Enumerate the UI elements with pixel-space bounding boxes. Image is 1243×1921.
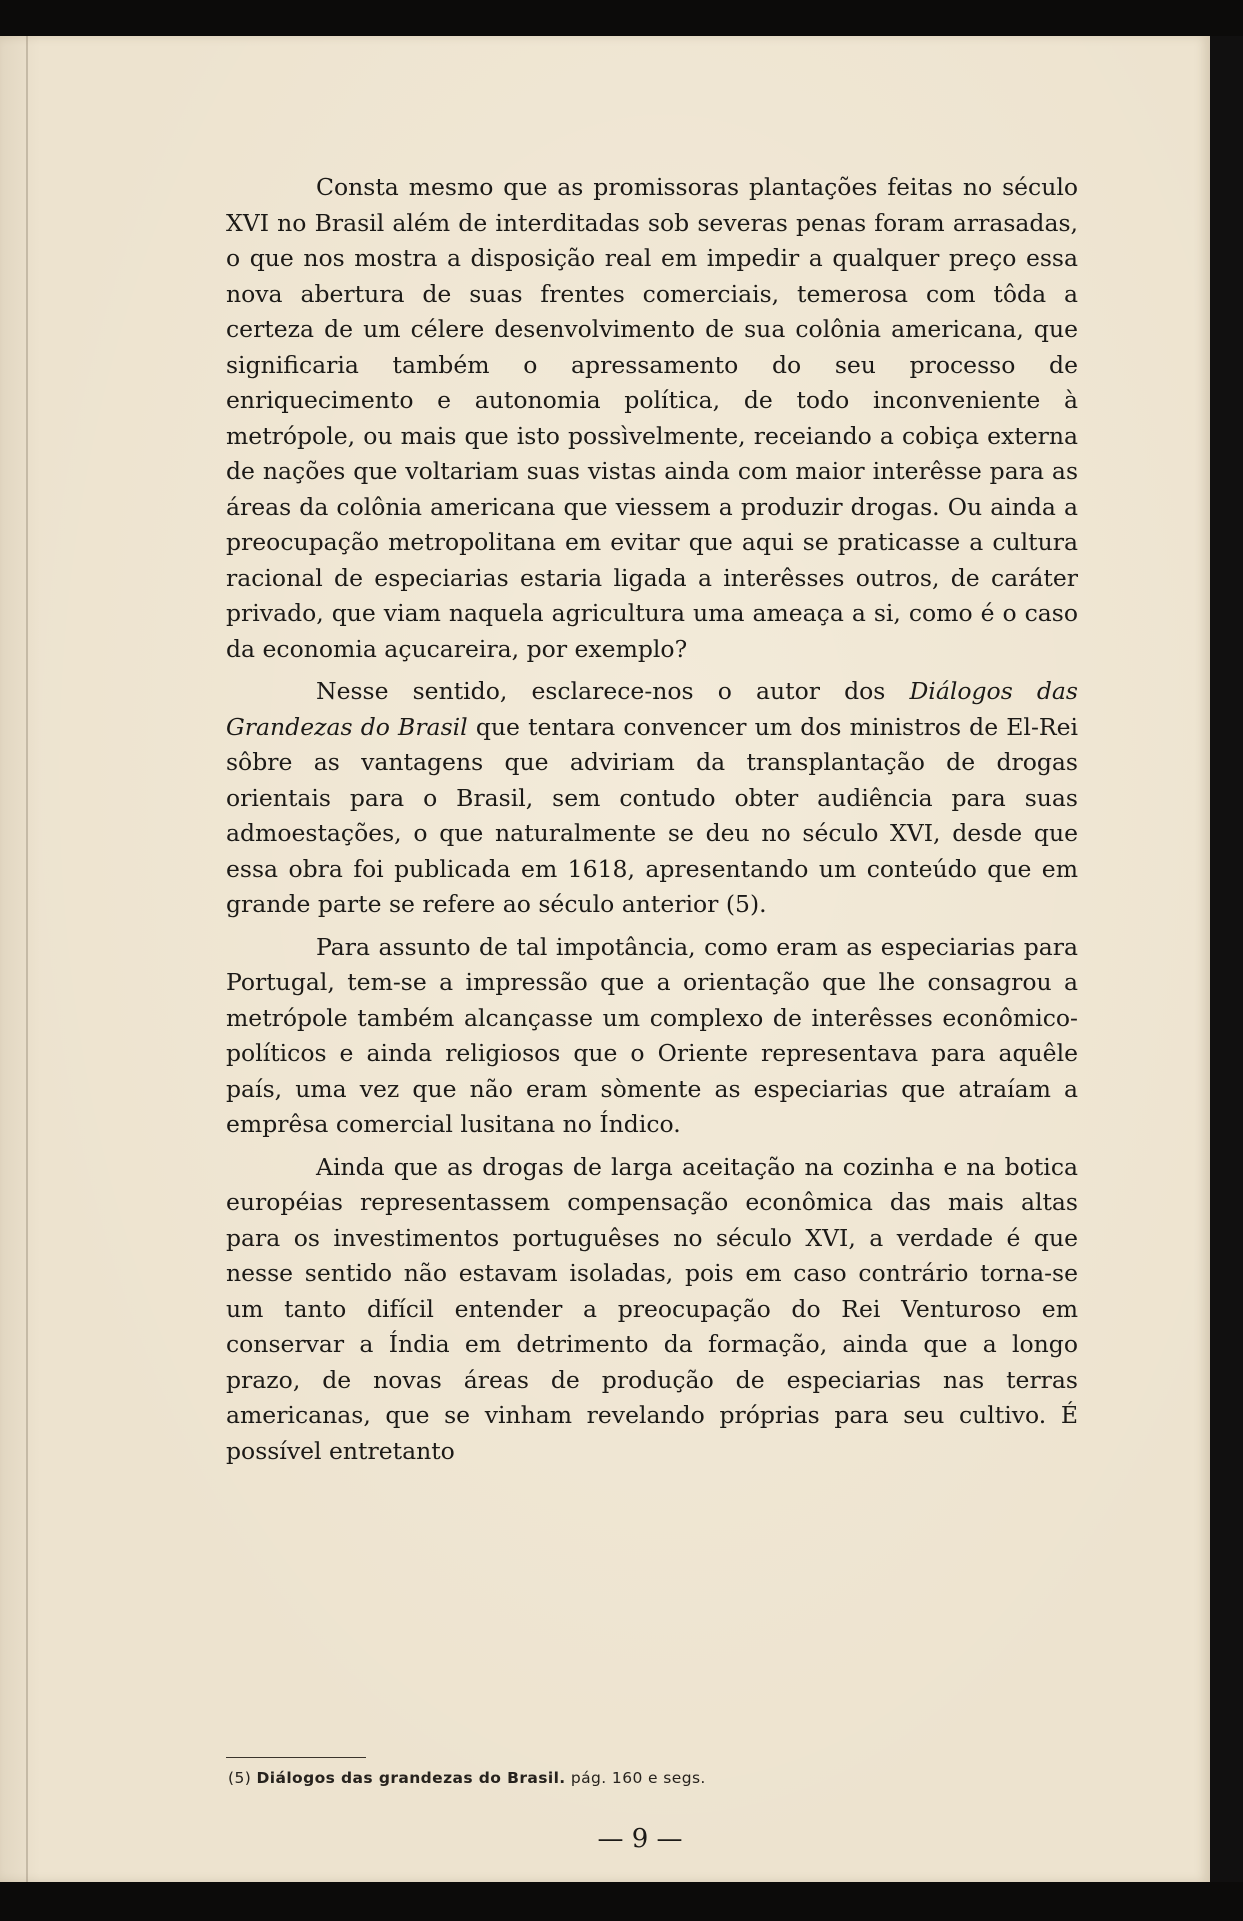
footnote — [228, 1768, 1078, 1788]
footnote-title: Diálogos das grandezas do Brasil. — [256, 1769, 566, 1787]
footnote-reference: pág. 160 e segs. — [570, 1769, 706, 1787]
paragraph-1: Consta mesmo que as promissoras plantações feitas no século XVI no Brasil além de interditadas sob severas penas foram arrasadas, o que nos mostra a disposição real em impedir a qualquer preço essa nova abertura de suas frentes comerciais, temerosa com tôda a certeza de um célere desenvolvimento de sua colônia americana, que significaria também o apressamento do seu processo de enriquecimento e autonomia política, de todo inconveniente à metrópole, ou mais que isto possìvelmente, receiando a cobiça externa de nações que voltariam suas vistas ainda com maior interêsse para as áreas da colônia americana que viessem a produzir drogas. Ou ainda a preocupação metropolitana em evitar que aqui se praticasse a cultura racional de especiarias estaria ligada a interêsses outros, de caráter privado, que viam naquela agricultura uma ameaça a si, como é o caso da economia açucareira, por exemplo? — [226, 173, 1078, 663]
book-title-italic: Diálogos das Grandezas do Brasil — [226, 677, 1078, 741]
footnote-marker: (5) — [228, 1769, 252, 1787]
body-text — [226, 170, 1078, 1476]
scan-edge — [1210, 36, 1243, 1882]
paragraph-2-start: Nesse sentido, esclarece-nos o autor dos — [316, 677, 910, 705]
paragraph-2-end: que tentara convencer um dos ministros de El-Rei sôbre as vantagens que adviriam da transplantação de drogas orientais para o Brasil, sem contudo obter audiência para suas admoestações, o que naturalmente se deu no século XVI, desde que essa obra foi publicada em 1618, apresentando um conteúdo que em grande parte se refere ao século anterior (5). — [226, 712, 1078, 918]
page-number: — 9 — — [597, 1824, 683, 1854]
footnote-separator — [226, 1757, 366, 1758]
paragraph-2 — [226, 674, 1078, 923]
paragraph-3: Para assunto de tal impotância, como eram as especiarias para Portugal, tem-se a impressão que a orientação que lhe consagrou a metrópole também alcançasse um complexo de interêsses econômico-políticos e ainda religiosos que o Oriente representava para aquêle país, uma vez que não eram sòmente as especiarias que atraíam a emprêsa comercial lusitana no Índico. — [226, 932, 1078, 1138]
page-gutter-line — [26, 36, 28, 1882]
paragraph-4: Ainda que as drogas de larga aceitação na cozinha e na botica européias representassem compensação econômica das mais altas para os investimentos portuguêses no século XVI, a verdade é que nesse sentido não estavam isoladas, pois em caso contrário torna-se um tanto difícil entender a preocupação do Rei Venturoso em conservar a Índia em detrimento da formação, ainda que a longo prazo, de novas áreas de produção de especiarias nas terras americanas, que se vinham revelando próprias para seu cultivo. É possível entretanto — [226, 1152, 1078, 1465]
